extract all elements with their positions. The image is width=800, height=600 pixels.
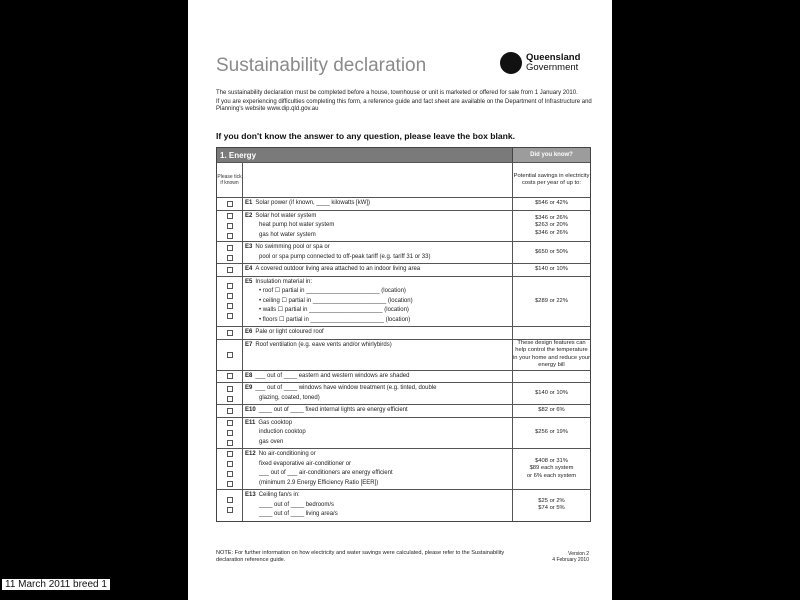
item-line: A covered outdoor living area attached to an indoor living area	[255, 266, 421, 272]
item-line: Ceiling fan/s in:	[258, 492, 300, 498]
item-text	[245, 265, 510, 275]
table-row	[217, 210, 590, 242]
item-text	[245, 212, 510, 222]
item-line: (minimum 2.9 Energy Efficiency Ratio [EER])	[259, 479, 379, 486]
document-page	[188, 0, 612, 600]
item-text	[245, 253, 510, 263]
item-code: E13	[245, 492, 256, 498]
tick-checkbox[interactable]	[227, 313, 233, 319]
tick-checkbox[interactable]	[227, 267, 233, 273]
version	[534, 551, 589, 563]
table-row	[217, 404, 590, 417]
tick-header: Please tick if known	[217, 163, 243, 197]
item-line: fixed evaporative air-conditioner or	[259, 460, 352, 467]
savings-value: $89 each system	[529, 465, 574, 472]
item-text	[245, 394, 510, 404]
item-line: ___ out of ___ air-conditioners are energy efficient	[259, 470, 393, 476]
savings-value: $346 or 26%	[535, 214, 568, 221]
item-line: Insulation material in:	[255, 278, 313, 285]
item-line: Gas cooktop	[258, 419, 293, 426]
item-line: pool or spa pump connected to off-peak tariff (e.g. tariff 31 or 33)	[259, 253, 431, 260]
logo-line2: Government	[526, 62, 579, 73]
savings-value: $263 or 20%	[535, 222, 568, 228]
item-code: E5	[245, 278, 253, 285]
column-header-row	[217, 162, 590, 197]
item-text	[245, 450, 510, 460]
item-text	[245, 419, 510, 429]
intro-paragraph: If you are experiencing difficulties completing this form, a reference guide and fact sheet are available on the Department of Infrastructure and Planning's website www.dip.qld.gov.au	[216, 98, 592, 112]
item-code: E3	[245, 244, 253, 250]
item-line: • floors ☐ partial in ______________________ (location)	[259, 316, 411, 323]
tick-checkbox[interactable]	[227, 330, 233, 336]
item-line: ___ out of ____ eastern and western windows are shaded	[255, 372, 410, 379]
logo-line1: Queensland	[526, 52, 581, 63]
item-text	[245, 199, 510, 209]
table-row	[217, 370, 590, 383]
crest-icon	[500, 52, 522, 74]
tick-checkbox[interactable]	[227, 451, 233, 457]
savings-value: $140 or 10%	[535, 266, 568, 272]
item-text	[245, 501, 510, 511]
item-text	[245, 491, 510, 501]
item-text	[245, 316, 510, 326]
logo	[500, 52, 580, 74]
table-row	[217, 326, 590, 339]
savings-header: Potential savings in electricity costs per year of up to:	[512, 163, 590, 197]
table-row	[217, 489, 590, 521]
item-text	[245, 306, 510, 316]
item-line: glazing, coated, toned)	[259, 394, 320, 401]
item-code: E8	[245, 372, 253, 379]
tick-checkbox[interactable]	[227, 408, 233, 414]
table-row	[217, 276, 590, 327]
item-text	[245, 243, 510, 253]
item-line: ____ out of ____ bedroom/s	[259, 501, 335, 508]
tick-checkbox[interactable]	[227, 481, 233, 487]
item-line: gas hot water system	[259, 231, 316, 238]
item-text	[245, 438, 510, 448]
savings-value: $256 or 19%	[535, 429, 568, 435]
item-text	[245, 510, 510, 520]
item-code: E4	[245, 266, 253, 272]
intro	[216, 90, 596, 115]
tick-checkbox[interactable]	[227, 373, 233, 379]
item-text	[245, 341, 510, 351]
item-line: heat pump hot water system	[259, 222, 335, 228]
savings-value: $650 or 50%	[535, 248, 568, 255]
tick-checkbox[interactable]	[227, 303, 233, 309]
tick-checkbox[interactable]	[227, 471, 233, 477]
item-line: gas oven	[259, 438, 284, 445]
caption: 11 March 2011 breed 1	[2, 579, 110, 590]
instruction: If you don't know the answer to any question, please leave the box blank.	[216, 131, 516, 141]
item-line: Roof ventilation (e.g. eave vents and/or whirlybirds)	[255, 341, 392, 348]
tick-checkbox[interactable]	[227, 223, 233, 229]
tick-checkbox[interactable]	[227, 507, 233, 513]
tick-checkbox[interactable]	[227, 440, 233, 446]
tick-checkbox[interactable]	[227, 396, 233, 402]
item-code: E12	[245, 451, 256, 457]
item-code: E10	[245, 407, 256, 413]
tick-checkbox[interactable]	[227, 233, 233, 239]
item-line: No air-conditioning or	[258, 451, 316, 457]
item-line: • ceiling ☐ partial in ______________________ (location)	[259, 297, 413, 304]
item-code: E9	[245, 385, 253, 391]
item-text	[245, 297, 510, 307]
table-header	[217, 148, 590, 162]
item-text	[245, 328, 510, 338]
item-line: Pale or light coloured roof	[255, 329, 324, 335]
table-row	[217, 263, 590, 276]
item-line: • walls ☐ partial in ______________________ (location)	[259, 307, 409, 313]
tick-checkbox[interactable]	[227, 430, 233, 436]
item-code: E2	[245, 212, 253, 219]
table-row	[217, 448, 590, 489]
item-text	[245, 428, 510, 438]
item-line: Solar power (if known, ____ kilowatts [kW])	[255, 200, 371, 206]
savings-value: or 6% each system	[526, 472, 577, 479]
version-number: Version 2	[568, 551, 589, 557]
table-row	[217, 382, 590, 404]
item-text	[245, 278, 510, 288]
tick-checkbox[interactable]	[227, 213, 233, 219]
tick-checkbox[interactable]	[227, 352, 233, 358]
item-code: E11	[245, 419, 256, 426]
page-title: Sustainability declaration	[216, 55, 427, 76]
item-text	[245, 221, 510, 231]
section-title: 1. Energy	[220, 151, 257, 160]
item-code: E6	[245, 329, 253, 335]
tick-checkbox[interactable]	[227, 245, 233, 251]
tick-checkbox[interactable]	[227, 386, 233, 392]
item-line: ____ out of ____ fixed internal lights are energy efficient	[258, 407, 408, 413]
intro-paragraph: The sustainability declaration must be completed before a house, townhouse or unit is marketed or offered for sale from 1 January 2010.	[216, 90, 578, 96]
item-code: E7	[245, 341, 253, 348]
item-text	[245, 406, 510, 416]
energy-table	[216, 147, 591, 522]
tick-checkbox[interactable]	[227, 461, 233, 467]
table-row	[217, 197, 590, 210]
item-text	[245, 231, 510, 241]
table-row	[217, 339, 590, 370]
version-date: 4 February 2010	[552, 557, 589, 563]
item-line: • roof ☐ partial in ______________________ (location)	[259, 288, 406, 294]
tick-checkbox[interactable]	[227, 201, 233, 207]
tick-checkbox[interactable]	[227, 283, 233, 289]
item-text	[245, 372, 510, 382]
item-line: induction cooktop	[259, 429, 306, 435]
table-row	[217, 417, 590, 449]
item-line: No swimming pool or spa or	[255, 244, 330, 250]
item-line: Solar hot water system	[255, 212, 317, 219]
item-line: ____ out of ____ living area/s	[259, 511, 338, 517]
item-text	[245, 287, 510, 297]
item-text	[245, 384, 510, 394]
savings-value: $82 or 6%	[538, 407, 565, 413]
table-row	[217, 241, 590, 263]
item-code: E1	[245, 200, 253, 206]
savings-value: $140 or 10%	[535, 389, 568, 396]
savings-value: $74 or 5%	[538, 505, 565, 512]
did-you-know: Did you know?	[512, 148, 590, 162]
tick-checkbox[interactable]	[227, 497, 233, 503]
savings-value: $289 or 22%	[535, 297, 568, 304]
footnote: NOTE: For further information on how electricity and water savings were calculated, please refer to the Sustainability declaration reference guide.	[216, 550, 505, 563]
savings-value: $408 or 31%	[535, 457, 568, 464]
item-text	[245, 460, 510, 470]
savings-value: $346 or 26%	[535, 229, 568, 236]
savings-value: These design features can help control the temperature in your home and reduce your energy bill	[513, 339, 591, 368]
item-text	[245, 469, 510, 479]
savings-value: $25 or 2%	[538, 497, 565, 504]
tick-checkbox[interactable]	[227, 420, 233, 426]
tick-checkbox[interactable]	[227, 255, 233, 261]
tick-checkbox[interactable]	[227, 293, 233, 299]
item-line: ___ out of ____ windows have window treatment (e.g. tinted, double	[255, 385, 437, 391]
savings-value: $546 or 42%	[535, 200, 568, 206]
item-text	[245, 479, 510, 489]
